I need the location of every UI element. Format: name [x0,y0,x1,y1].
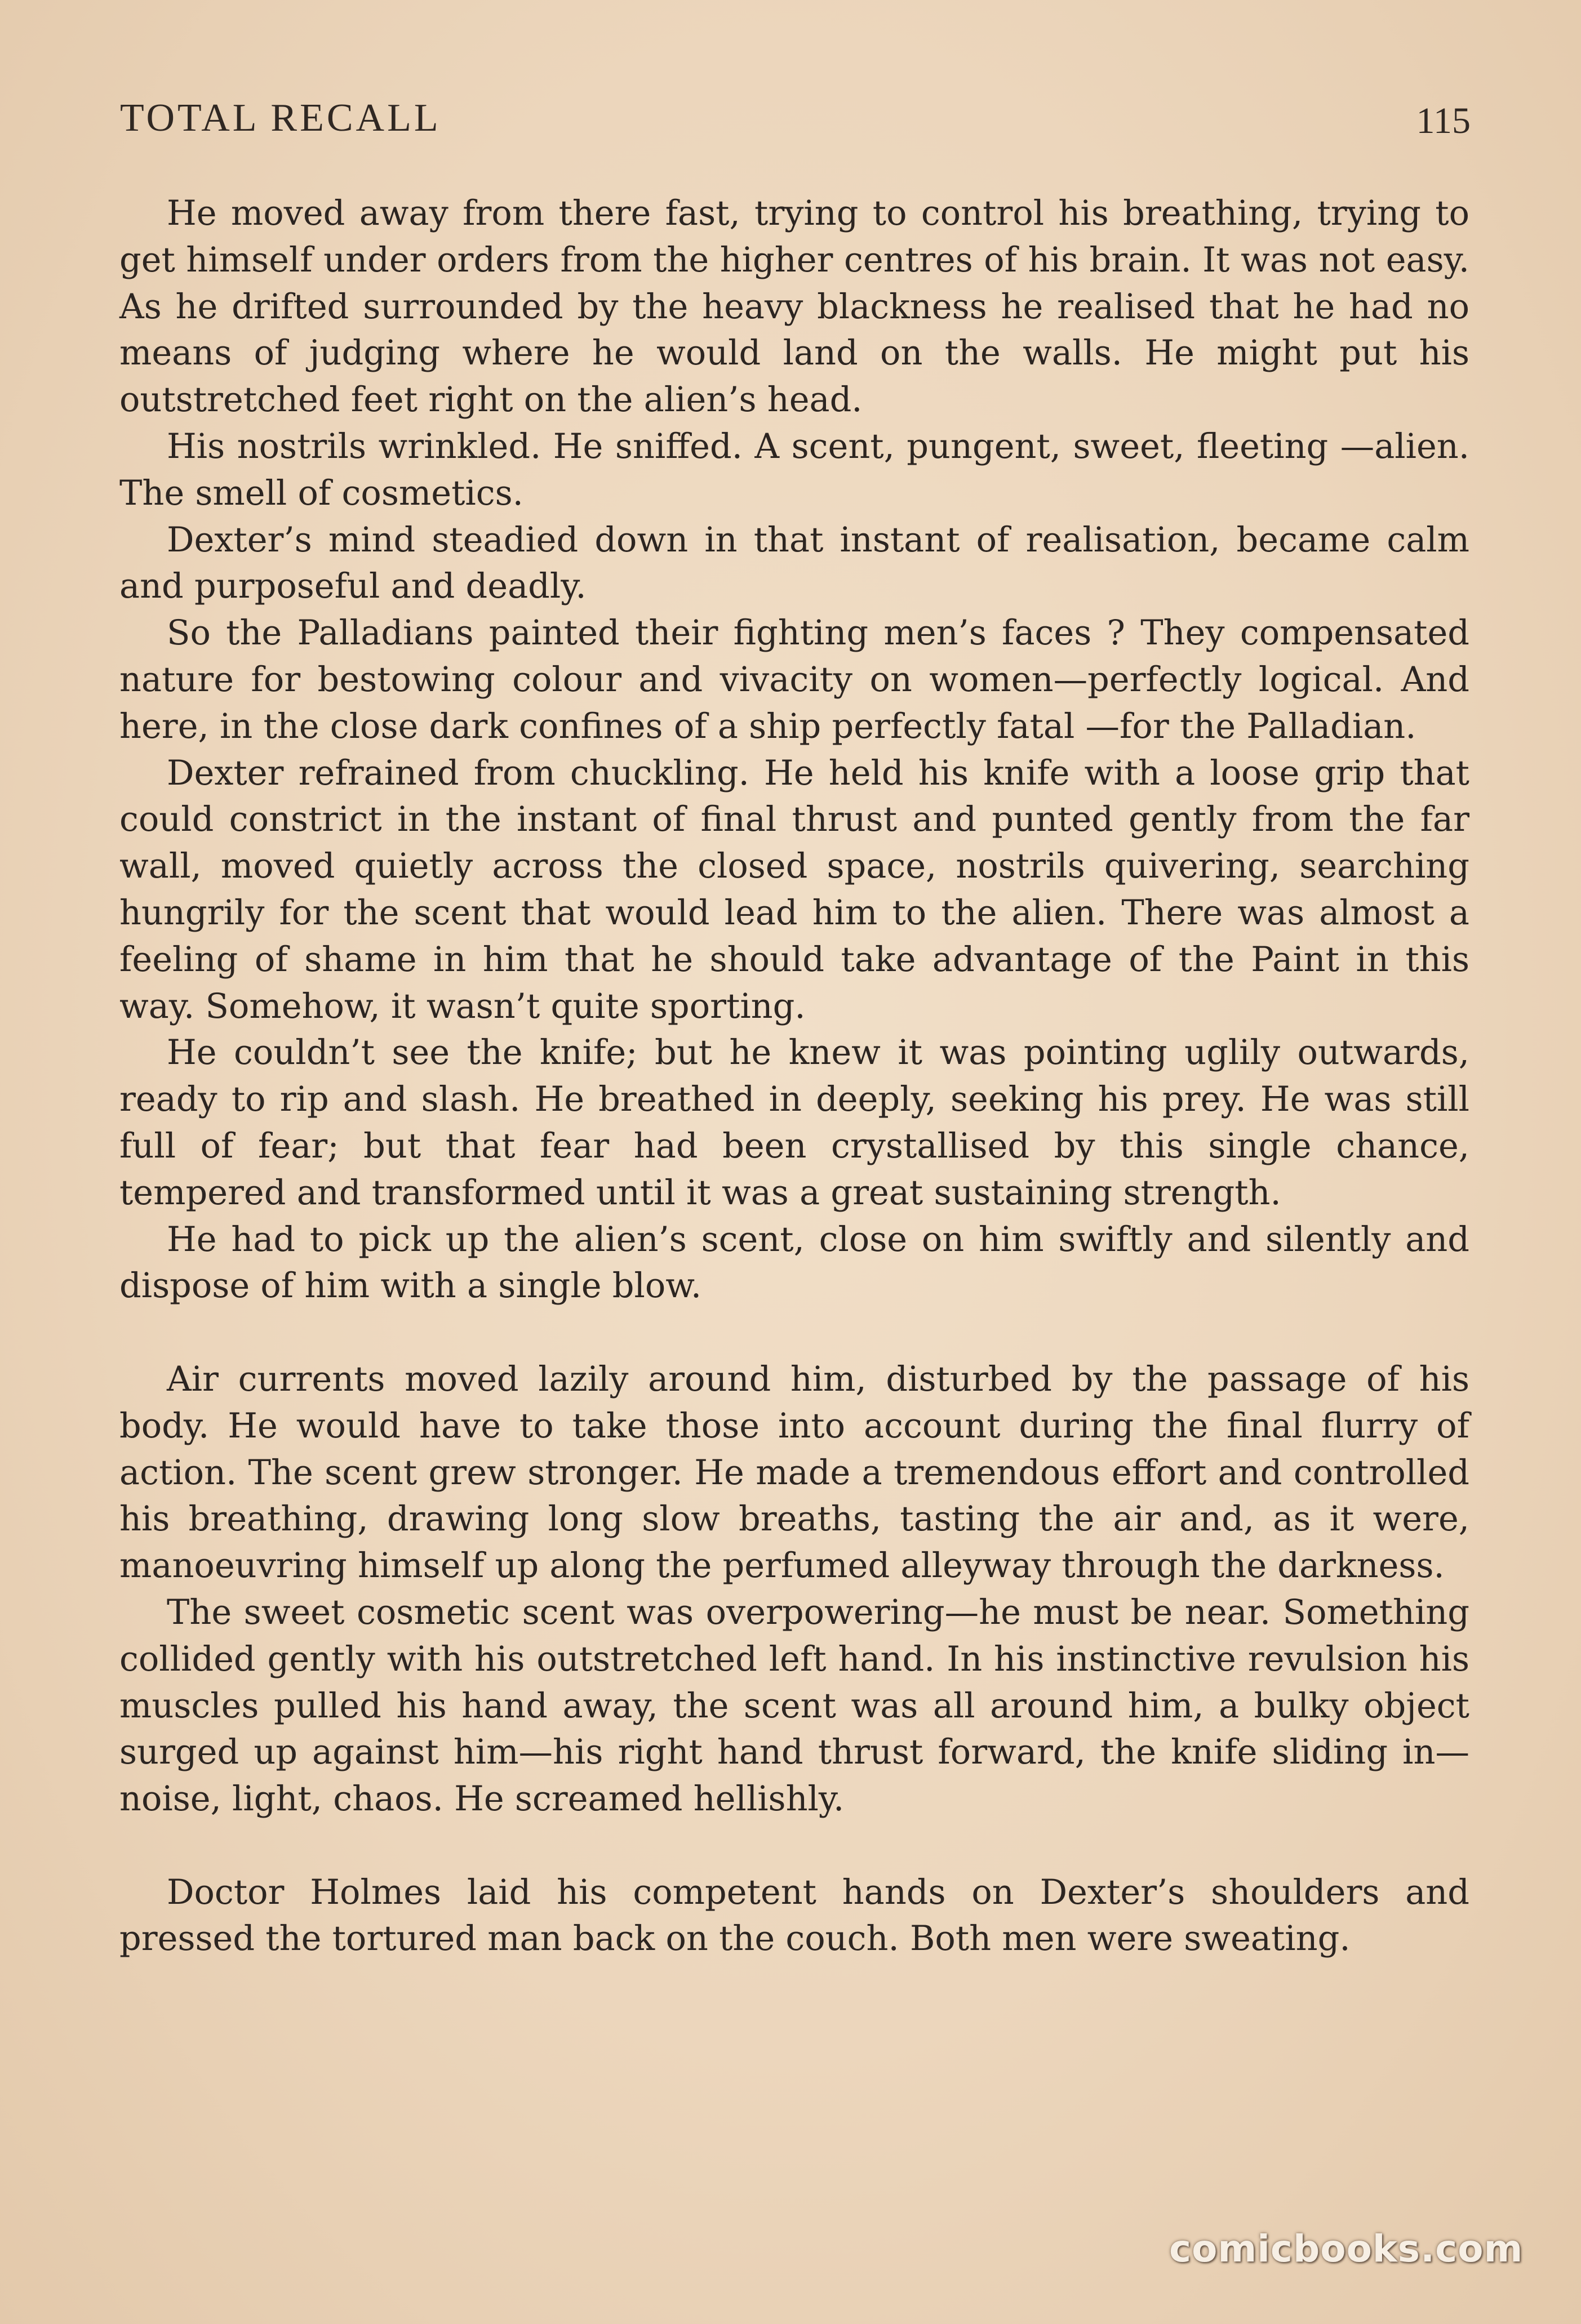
paragraph: The sweet cosmetic scent was overpowering—he must be near. Something collided gently with his outstretched left hand. In his instinctive revulsion his muscles pulled his hand away, the scent was all around him, a bulky object surged up against him—his right hand thrust forward, the knife sliding in—noise, light, chaos. He screamed hellishly. [119,1592,1469,1819]
paragraph: Dexter’s mind steadied down in that instant of realisation, became calm and purposeful and deadly. [119,520,1469,607]
paragraph: Air currents moved lazily around him, disturbed by the passage of his body. He would have to take those into account during the final flurry of action. The scent grew stronger. He made a tremendous effort and controlled his breathing, drawing long slow breaths, tasting the air and, as it were, manoeuvring himself up along the perfumed alleyway through the darkness. [119,1359,1469,1586]
body-text [119,190,1469,1962]
running-head-title: TOTAL RECALL [120,96,441,140]
paragraph: Doctor Holmes laid his competent hands on Dexter’s shoulders and pressed the tortured man back on the couch. Both men were sweating. [119,1872,1469,1959]
site-watermark: comicbooks.com [1169,2227,1524,2270]
paragraph: His nostrils wrinkled. He sniffed. A scent, pungent, sweet, fleeting —alien. The smell of cosmetics. [119,426,1469,513]
paragraph: He couldn’t see the knife; but he knew it was pointing uglily outwards, ready to rip and slash. He breathed in deeply, seeking his prey. He was still full of fear; but that fear had been crystallised by this single chance, tempered and transformed until it was a great sustaining strength. [119,1033,1469,1213]
paragraph: He moved away from there fast, trying to control his breathing, trying to get himself under orders from the higher centres of his brain. It was not easy. As he drifted surrounded by the heavy blackness he realised that he had no means of judging where he would land on the walls. He might put his outstretched feet right on the alien’s head. [119,194,1469,420]
paragraph: He had to pick up the alien’s scent, close on him swiftly and silently and dispose of him with a single blow. [119,1219,1469,1306]
paragraph: Dexter refrained from chuckling. He held his knife with a loose grip that could constrict in the instant of final thrust and punted gently from the far wall, moved quietly across the closed space, nostrils quivering, searching hungrily for the scent that would lead him to the alien. There was almost a feeling of shame in him that he should take advantage of the Paint in this way. Somehow, it wasn’t quite sporting. [119,753,1469,1026]
paragraph: So the Palladians painted their fighting men’s faces ? They compensated nature for bestowing colour and vivacity on women—perfectly logical. And here, in the close dark confines of a ship perfectly fatal —for the Palladian. [119,613,1469,746]
page-number: 115 [1416,100,1471,141]
